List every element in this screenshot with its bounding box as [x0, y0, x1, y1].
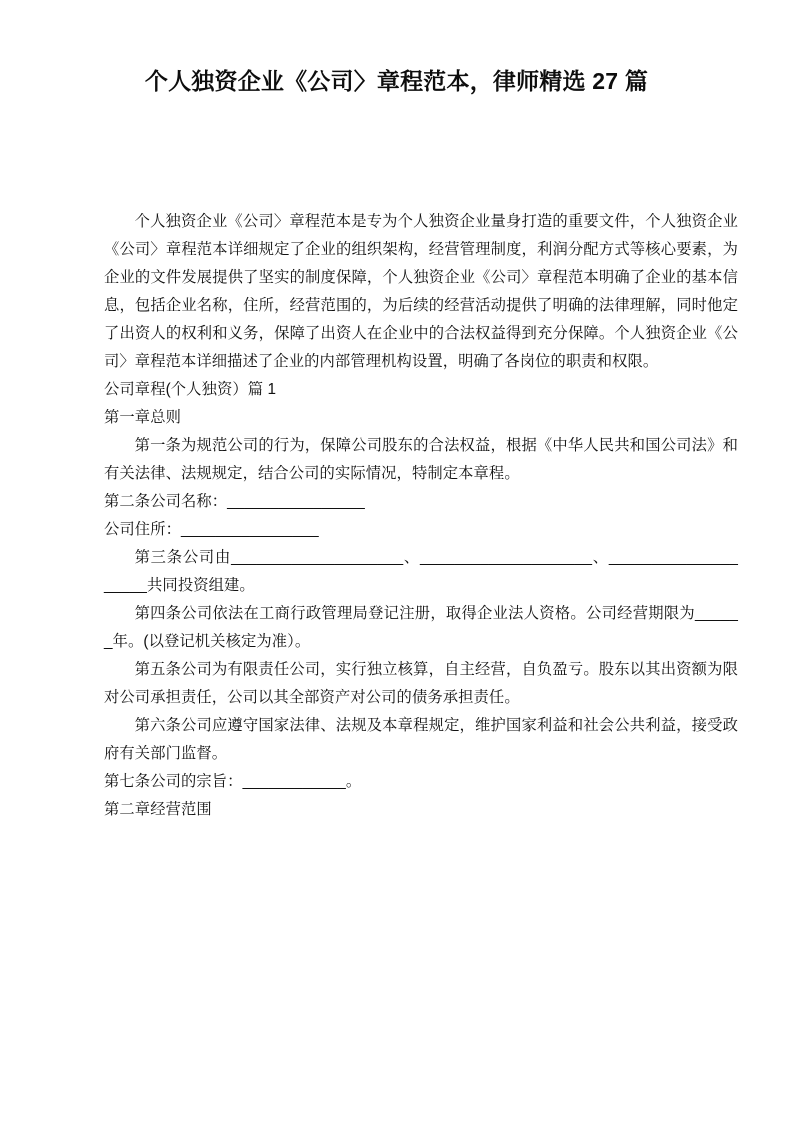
document-body [104, 208, 738, 824]
article-1-text: 第一条为规范公司的行为，保障公司股东的合法权益，根据《中华人民共和国公司法》和有关法律、法规规定，结合公司的实际情况，特制定本章程。 [104, 437, 738, 482]
document-subheading: 公司章程(个人独资）篇 1 [104, 381, 277, 398]
article-2-company-address: 公司住所：________________ [104, 521, 319, 538]
article-2-company-name: 第二条公司名称：________________ [104, 493, 365, 510]
intro-paragraph: 个人独资企业《公司〉章程范本是专为个人独资企业量身打造的重要文件，个人独资企业《公司〉章程范本详细规定了企业的组织架构，经营管理制度，利润分配方式等核心要素，为企业的文件发展提供了坚实的制度保障，个人独资企业《公司〉章程范本明确了企业的基本信息，包括企业名称，住所，经营范围的，为后续的经营活动提供了明确的法律理解，同时他定了出资人的权利和义务，保障了出资人在企业中的合法权益得到充分保障。个人独资企业《公司〉章程范本详细描述了企业的内部管理机构设置，明确了各岗位的职责和权限。 [104, 213, 738, 370]
article-5-text: 第五条公司为有限责任公司，实行独立核算，自主经营，自负盈亏。股东以其出资额为限对公司承担责任，公司以其全部资产对公司的债务承担责任。 [104, 661, 738, 706]
article-4-text: 第四条公司依法在工商行政管理局登记注册，取得企业法人资格。公司经营期限为______年。(以登记机关核定为准）。 [104, 605, 738, 650]
chapter-two-heading: 第二章经营范围 [104, 801, 212, 818]
article-7-text: 第七条公司的宗旨：____________。 [104, 773, 362, 790]
chapter-one-heading: 第一章总则 [104, 409, 181, 426]
article-6-text: 第六条公司应遵守国家法律、法规及本章程规定，维护国家利益和社会公共利益，接受政府有关部门监督。 [104, 717, 738, 762]
article-3-text: 第三条公司由____________________、____________________、____________________共同投资组建。 [104, 549, 738, 594]
page-title: 个人独资企业《公司〉章程范本，律师精选 27 篇 [144, 68, 649, 94]
